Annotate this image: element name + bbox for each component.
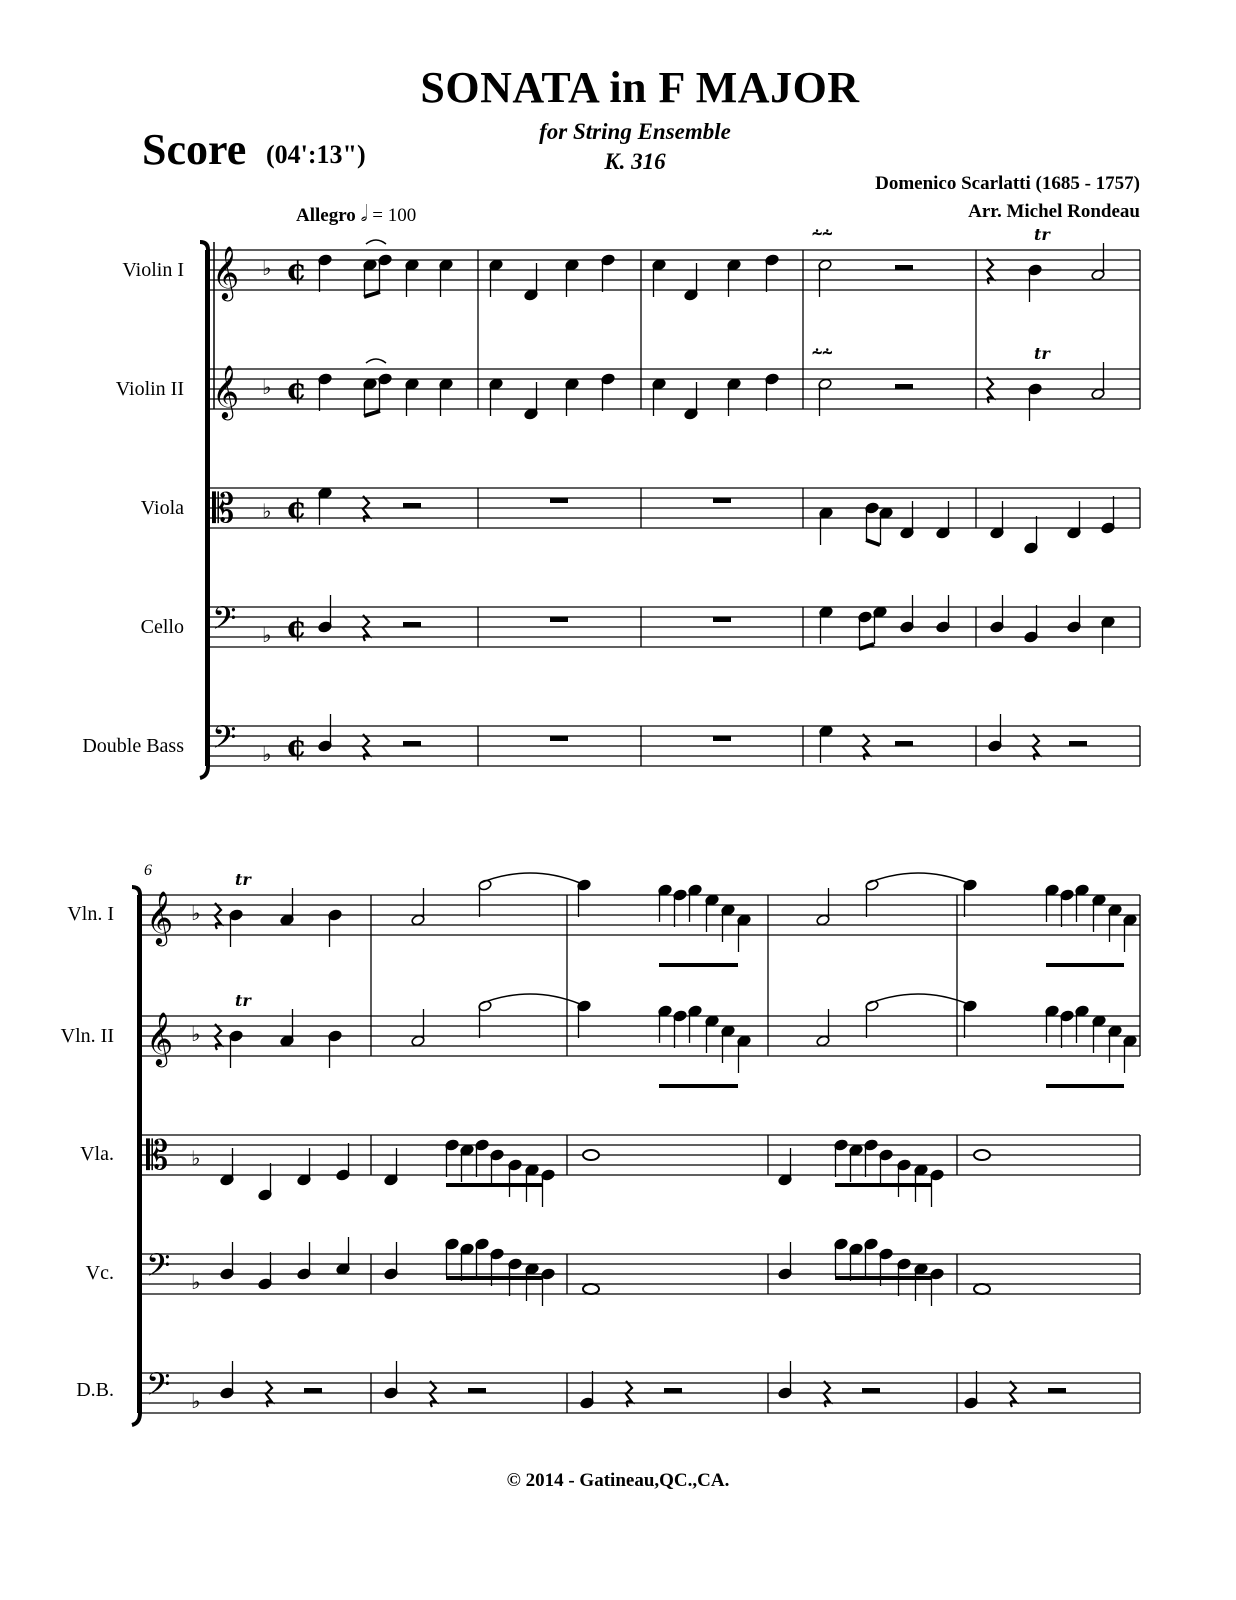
tempo-value: = 100 xyxy=(372,205,417,226)
half-rest xyxy=(403,741,421,746)
half-note-icon: 𝅗𝅥 xyxy=(360,201,368,226)
whole-note xyxy=(583,1284,599,1294)
tie xyxy=(480,994,580,1004)
flat-icon: ♭ xyxy=(191,1389,201,1413)
bass-clef-icon: 𝄢 xyxy=(212,719,237,763)
flat-icon: ♭ xyxy=(191,1022,201,1046)
whole-note xyxy=(974,1150,990,1160)
cut-time-icon: ¢ xyxy=(286,491,307,526)
whole-rest xyxy=(550,498,568,503)
instrument-name: Vc. xyxy=(85,1262,114,1284)
whole-note xyxy=(583,1150,599,1160)
flat-icon: ♭ xyxy=(191,1270,201,1294)
bass-clef-icon: 𝄢 xyxy=(146,1247,171,1291)
half-rest xyxy=(304,1388,322,1393)
half-rest xyxy=(862,1388,880,1393)
trill-icon: tr xyxy=(235,991,251,1010)
instrument-name: Vla. xyxy=(80,1143,114,1165)
measure-number: 6 xyxy=(144,862,152,879)
tempo-word: Allegro xyxy=(296,205,356,226)
tie xyxy=(868,873,968,883)
instrument-name: Violin I xyxy=(122,259,184,281)
half-rest xyxy=(895,265,913,270)
duration: (04':13") xyxy=(266,140,366,169)
beam xyxy=(364,411,380,416)
instrument-name: Violin II xyxy=(115,378,184,400)
flat-icon: ♭ xyxy=(191,1146,201,1170)
whole-note xyxy=(974,1284,990,1294)
instrument-name: Double Bass xyxy=(82,735,184,757)
trill-icon: tr xyxy=(235,870,251,889)
trill-icon: tr xyxy=(1034,225,1050,244)
cut-time-icon: ¢ xyxy=(286,610,307,645)
beam xyxy=(866,540,880,545)
bass-clef-icon: 𝄢 xyxy=(212,600,237,644)
composer: Domenico Scarlatti (1685 - 1757) xyxy=(875,173,1140,194)
trill-icon: tr xyxy=(1034,344,1050,363)
beam xyxy=(859,644,874,649)
whole-rest xyxy=(550,736,568,741)
half-rest xyxy=(403,503,421,508)
mordent-icon: ⸞⸞ xyxy=(812,224,833,245)
treble-clef-icon: 𝄞 xyxy=(212,245,240,299)
cut-time-icon: ¢ xyxy=(286,729,307,764)
beam xyxy=(364,292,380,297)
tie xyxy=(868,994,968,1004)
half-rest xyxy=(403,622,421,627)
instrument-name: Cello xyxy=(140,616,184,638)
system-bracket xyxy=(132,887,140,1425)
flat-icon: ♭ xyxy=(191,901,201,925)
half-rest xyxy=(1069,741,1087,746)
flat-icon: ♭ xyxy=(262,623,272,647)
cut-time-icon: ¢ xyxy=(286,372,307,407)
mordent-icon: ⸞⸞ xyxy=(812,343,833,364)
whole-rest xyxy=(713,498,731,503)
treble-clef-icon: 𝄞 xyxy=(146,890,174,944)
whole-rest xyxy=(713,617,731,622)
copyright: © 2014 - Gatineau,QC.,CA. xyxy=(506,1470,730,1491)
flat-icon: ♭ xyxy=(262,742,272,766)
half-rest xyxy=(895,384,913,389)
subtitle-line-1: for String Ensemble xyxy=(539,119,731,144)
score-label: Score xyxy=(142,125,247,174)
instrument-name: D.B. xyxy=(76,1379,114,1401)
alto-clef-icon: 𝄡 xyxy=(212,486,235,532)
cut-time-icon: ¢ xyxy=(286,253,307,288)
treble-clef-icon: 𝄞 xyxy=(212,364,240,418)
half-rest xyxy=(1048,1388,1066,1393)
half-rest xyxy=(664,1388,682,1393)
flat-icon: ♭ xyxy=(262,375,272,399)
system-bracket xyxy=(200,242,208,778)
half-rest xyxy=(895,741,913,746)
slur xyxy=(366,240,386,244)
instrument-name: Viola xyxy=(140,497,184,519)
treble-clef-icon: 𝄞 xyxy=(146,1011,174,1065)
flat-icon: ♭ xyxy=(262,256,272,280)
bass-clef-icon: 𝄢 xyxy=(146,1366,171,1410)
half-rest xyxy=(468,1388,486,1393)
tie xyxy=(480,873,580,883)
whole-rest xyxy=(550,617,568,622)
instrument-name: Vln. I xyxy=(67,903,114,925)
slur xyxy=(366,359,386,363)
subtitle-line-2: K. 316 xyxy=(604,149,666,174)
score-title: SONATA in F MAJOR xyxy=(420,63,860,112)
instrument-name: Vln. II xyxy=(60,1025,114,1047)
arranger: Arr. Michel Rondeau xyxy=(968,201,1140,222)
flat-icon: ♭ xyxy=(262,499,272,523)
whole-rest xyxy=(713,736,731,741)
alto-clef-icon: 𝄡 xyxy=(146,1133,169,1179)
